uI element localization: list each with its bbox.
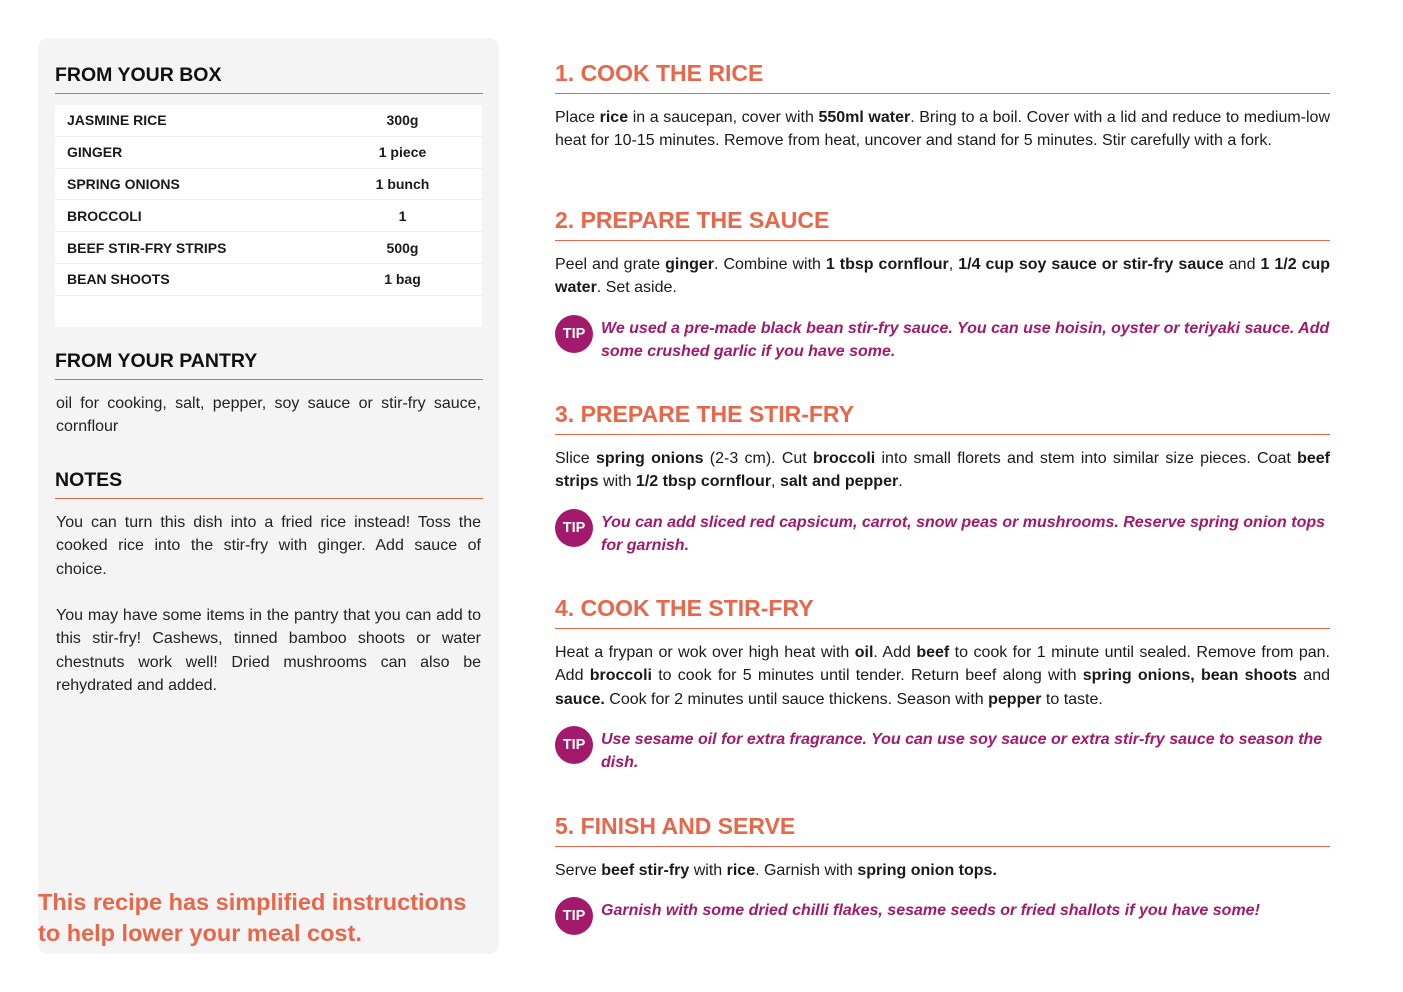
step-text-bold: salt and pepper [779, 473, 899, 491]
step-body [555, 859, 1330, 882]
step-body [555, 253, 1330, 300]
tip-badge: TIP [555, 315, 593, 353]
step-body [555, 447, 1330, 494]
step-text-bold: beef strips [555, 450, 1331, 491]
step-text: into small florets and stem into similar size pieces. Coat [875, 450, 1298, 467]
step-text: (2-3 cm). Cut [703, 450, 814, 467]
tip-badge: TIP [555, 726, 593, 764]
step-text-bold: oil [854, 644, 874, 661]
step-text-bold: 550ml water [818, 109, 911, 126]
step-text: , [771, 473, 780, 491]
step-text-bold: spring onions, bean shoots [1082, 667, 1298, 685]
promo-message: This recipe has simplified instructions to help lower your meal cost. [38, 889, 467, 946]
step-2 [555, 207, 1330, 300]
step-text: in a saucepan, cover with [628, 109, 819, 126]
step-text: , [948, 256, 959, 273]
tip-step-2 [555, 315, 1330, 364]
step-4 [555, 595, 1330, 711]
tip-step-3 [555, 509, 1330, 558]
ingredient-row [55, 169, 482, 201]
step-text: Serve [555, 862, 602, 879]
step-text-bold: sauce. [555, 690, 605, 708]
step-text-bold: spring onions [595, 450, 704, 467]
step-body [555, 641, 1330, 711]
ingredient-row [55, 105, 482, 137]
tip-text: We used a pre-made black bean stir-fry sauce. You can use hoisin, oyster or teriyaki sauce. Add some crushed garlic if you have some. [601, 320, 1330, 361]
step-text: . Set aside. [596, 279, 677, 297]
ingredient-name: BEEF STIR-FRY STRIPS [67, 239, 227, 256]
step-text-bold: 1/4 cup soy sauce or stir-fry sauce [958, 256, 1224, 273]
tip-text: You can add sliced red capsicum, carrot, snow peas or mushrooms. Reserve spring onion tops for garnish. [601, 514, 1326, 555]
step-3 [555, 401, 1330, 494]
tip-badge: TIP [555, 509, 593, 547]
step-title: 2. PREPARE THE SAUCE [555, 207, 1330, 241]
step-text: to cook for 5 minutes until tender. Return beef along with [651, 667, 1083, 685]
ingredient-row [55, 232, 482, 264]
step-title: 3. PREPARE THE STIR-FRY [555, 401, 1330, 435]
step-text-bold: ginger [665, 256, 715, 273]
step-text-bold: beef [916, 644, 950, 661]
step-text-bold: beef stir-fry [601, 862, 690, 879]
notes-paragraph-2: You may have some items in the pantry that you can add to this stir-fry! Cashews, tinned bamboo shoots or water chestnuts work well! Dried mushrooms can also be rehydrated and added. [56, 607, 481, 694]
tip-text: Use sesame oil for extra fragrance. You can use soy sauce or extra stir-fry sauce to season the dish. [601, 731, 1323, 772]
step-text-bold: broccoli [813, 450, 876, 467]
tip-step-5 [555, 897, 1330, 922]
step-text-bold: 1 tbsp cornflour [825, 256, 949, 273]
step-text: Slice [555, 450, 596, 467]
ingredient-quantity: 1 [398, 207, 407, 224]
step-text: . Combine with [714, 256, 826, 273]
ingredient-name: SPRING ONIONS [67, 175, 180, 192]
notes-paragraph-1: You can turn this dish into a fried rice instead! Toss the cooked rice into the stir-fry with ginger. Add sauce of choice. [56, 514, 481, 578]
ingredient-name: JASMINE RICE [67, 112, 167, 129]
step-text: . [898, 473, 903, 491]
step-text: with [689, 862, 727, 879]
step-title: 5. FINISH AND SERVE [555, 813, 1330, 847]
step-text: Place [555, 109, 600, 126]
step-body [555, 106, 1330, 153]
ingredient-quantity: 500g [386, 239, 419, 256]
box-ingredients-table [55, 105, 482, 327]
step-text-bold: rice [599, 109, 629, 126]
step-text: . Add [873, 644, 917, 661]
ingredient-quantity: 300g [386, 112, 419, 129]
notes-heading: NOTES [55, 469, 483, 499]
step-text: . Bring to a boil. Cover with a lid and reduce to medium-low heat for 10-15 minutes. Remove from heat, uncover and stand for 5 minutes. Stir carefully with a fork. [555, 109, 1331, 150]
ingredient-name: BEAN SHOOTS [67, 271, 170, 288]
step-text-bold: pepper [988, 690, 1042, 708]
step-text: and [1223, 256, 1261, 273]
ingredient-name: BROCCOLI [67, 207, 142, 224]
ingredient-row [55, 137, 482, 169]
step-text: Peel and grate [555, 256, 666, 273]
tip-text: Garnish with some dried chilli flakes, sesame seeds or fried shallots if you have some! [601, 902, 1260, 919]
step-text-bold: 1 1/2 cup water [555, 256, 1331, 297]
step-text: to cook for 1 minute until sealed. Remove from pan. Add [555, 644, 1330, 685]
ingredient-row [55, 264, 482, 296]
ingredient-quantity: 1 bunch [375, 175, 430, 192]
sidebar-panel [38, 38, 499, 954]
step-text: with [598, 473, 636, 491]
tip-badge: TIP [555, 897, 593, 935]
step-text: to taste. [1041, 690, 1103, 708]
step-text-bold: 1/2 tbsp cornflour [635, 473, 772, 491]
box-heading: FROM YOUR BOX [55, 64, 483, 94]
pantry-text: oil for cooking, salt, pepper, soy sauce or stir-fry sauce, cornflour [56, 395, 481, 436]
step-text-bold: broccoli [589, 667, 652, 685]
tip-step-4 [555, 726, 1330, 775]
step-text: Heat a frypan or wok over high heat with [555, 644, 855, 661]
step-title: 1. COOK THE RICE [555, 60, 1330, 94]
step-text: Cook for 2 minutes until sauce thickens. Season with [604, 690, 989, 708]
step-title: 4. COOK THE STIR-FRY [555, 595, 1330, 629]
step-text: and [1297, 667, 1330, 685]
ingredient-row [55, 200, 482, 232]
step-text: . Garnish with [755, 862, 858, 879]
pantry-heading: FROM YOUR PANTRY [55, 350, 483, 380]
ingredient-quantity: 1 bag [384, 271, 421, 288]
step-text-bold: rice [726, 862, 756, 879]
step-text-bold: spring onion tops. [857, 862, 997, 879]
ingredient-quantity: 1 piece [378, 144, 427, 161]
step-5 [555, 813, 1330, 882]
ingredient-name: GINGER [67, 144, 123, 161]
step-1 [555, 60, 1330, 153]
